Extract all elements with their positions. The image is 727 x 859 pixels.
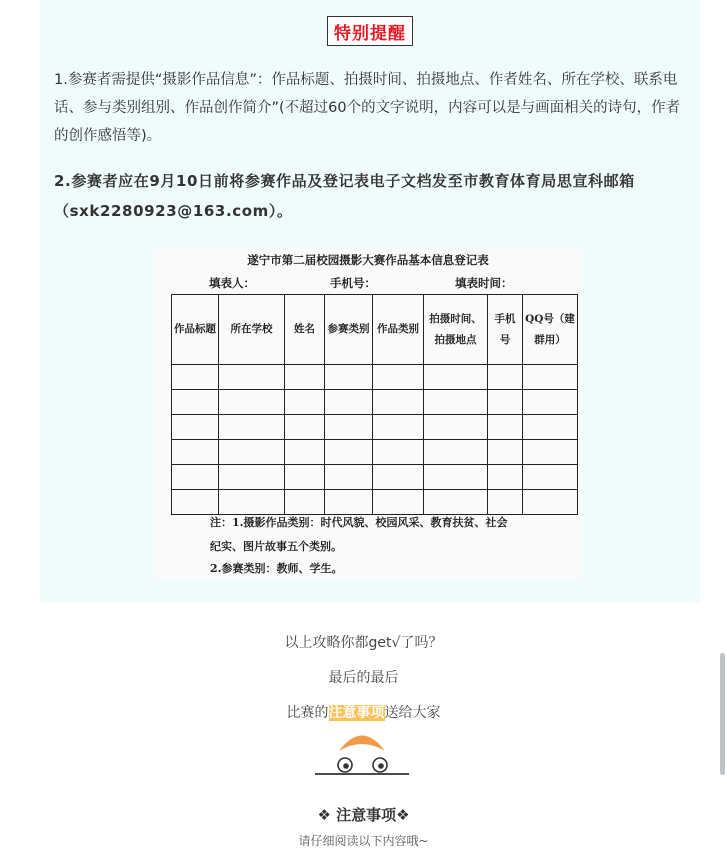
closing-line-2: 最后的最后 [328,670,399,686]
notice-title-box [327,16,413,46]
hat-icon [339,736,385,752]
section-title: ❖ 注意事项❖ [317,806,410,824]
section-desc: 请仔细阅读以下内容哦~ [298,834,429,848]
closing-line-1: 以上攻略你都get√了吗？ [284,635,443,651]
table-header-cell: 作品标题 [172,295,219,365]
form-date-label: 填表时间： [455,276,513,290]
table-header-cell: QQ号（建群用） [523,295,578,365]
table-header-cell: 参赛类别 [325,295,373,365]
form-filler-label: 填表人： [209,276,255,290]
peeking-face-icon [313,728,411,776]
form-note-1-cont: 纪实、图片故事五个类别。 [210,540,342,553]
form-note-1: 注：1.摄影作品类别：时代风貌、校园风采、教育扶贫、社会 [210,516,508,529]
notice-item-1: 1.参赛者需提供“摄影作品信息”：作品标题、拍摄时间、拍摄地点、作者姓名、所在学校、联系电话、参与类别组别、作品创作简介”(不超过60个的文字说明，内容可以是与画面相关的诗句，作者的创作感悟等)。 [54,72,681,144]
table-row [172,440,578,465]
form-note-2: 2.参赛类别：教师、学生。 [210,562,343,575]
table-row [172,390,578,415]
notice-title: 特别提醒 [334,23,406,44]
closing-line-3 [0,702,727,722]
table-header-row [172,295,578,365]
table-header-cell: 姓名 [285,295,325,365]
table-header-cell: 手机号 [488,295,523,365]
closing-line-3-prefix: 比赛的 [286,705,329,721]
scrollbar-thumb[interactable] [720,653,725,775]
table-header-cell: 拍摄时间、拍摄地点 [424,295,488,365]
form-phone-label: 手机号： [330,276,376,290]
table-row [172,465,578,490]
table-header-cell: 作品类别 [373,295,424,365]
table-header-cell: 所在学校 [219,295,285,365]
registration-table [171,294,578,515]
registration-form-image [154,249,582,580]
table-row [172,490,578,515]
form-title: 遂宁市第二届校园摄影大赛作品基本信息登记表 [247,253,489,267]
table-row [172,415,578,440]
highlight-badge: 注意事项 [328,705,385,721]
notice-item-2: 2.参赛者应在9月10日前将参赛作品及登记表电子文档发至市教育体育局思宣科邮箱（sxk2280923@163.com）。 [54,172,635,220]
closing-line-3-suffix: 送给大家 [384,705,441,721]
table-row [172,365,578,390]
